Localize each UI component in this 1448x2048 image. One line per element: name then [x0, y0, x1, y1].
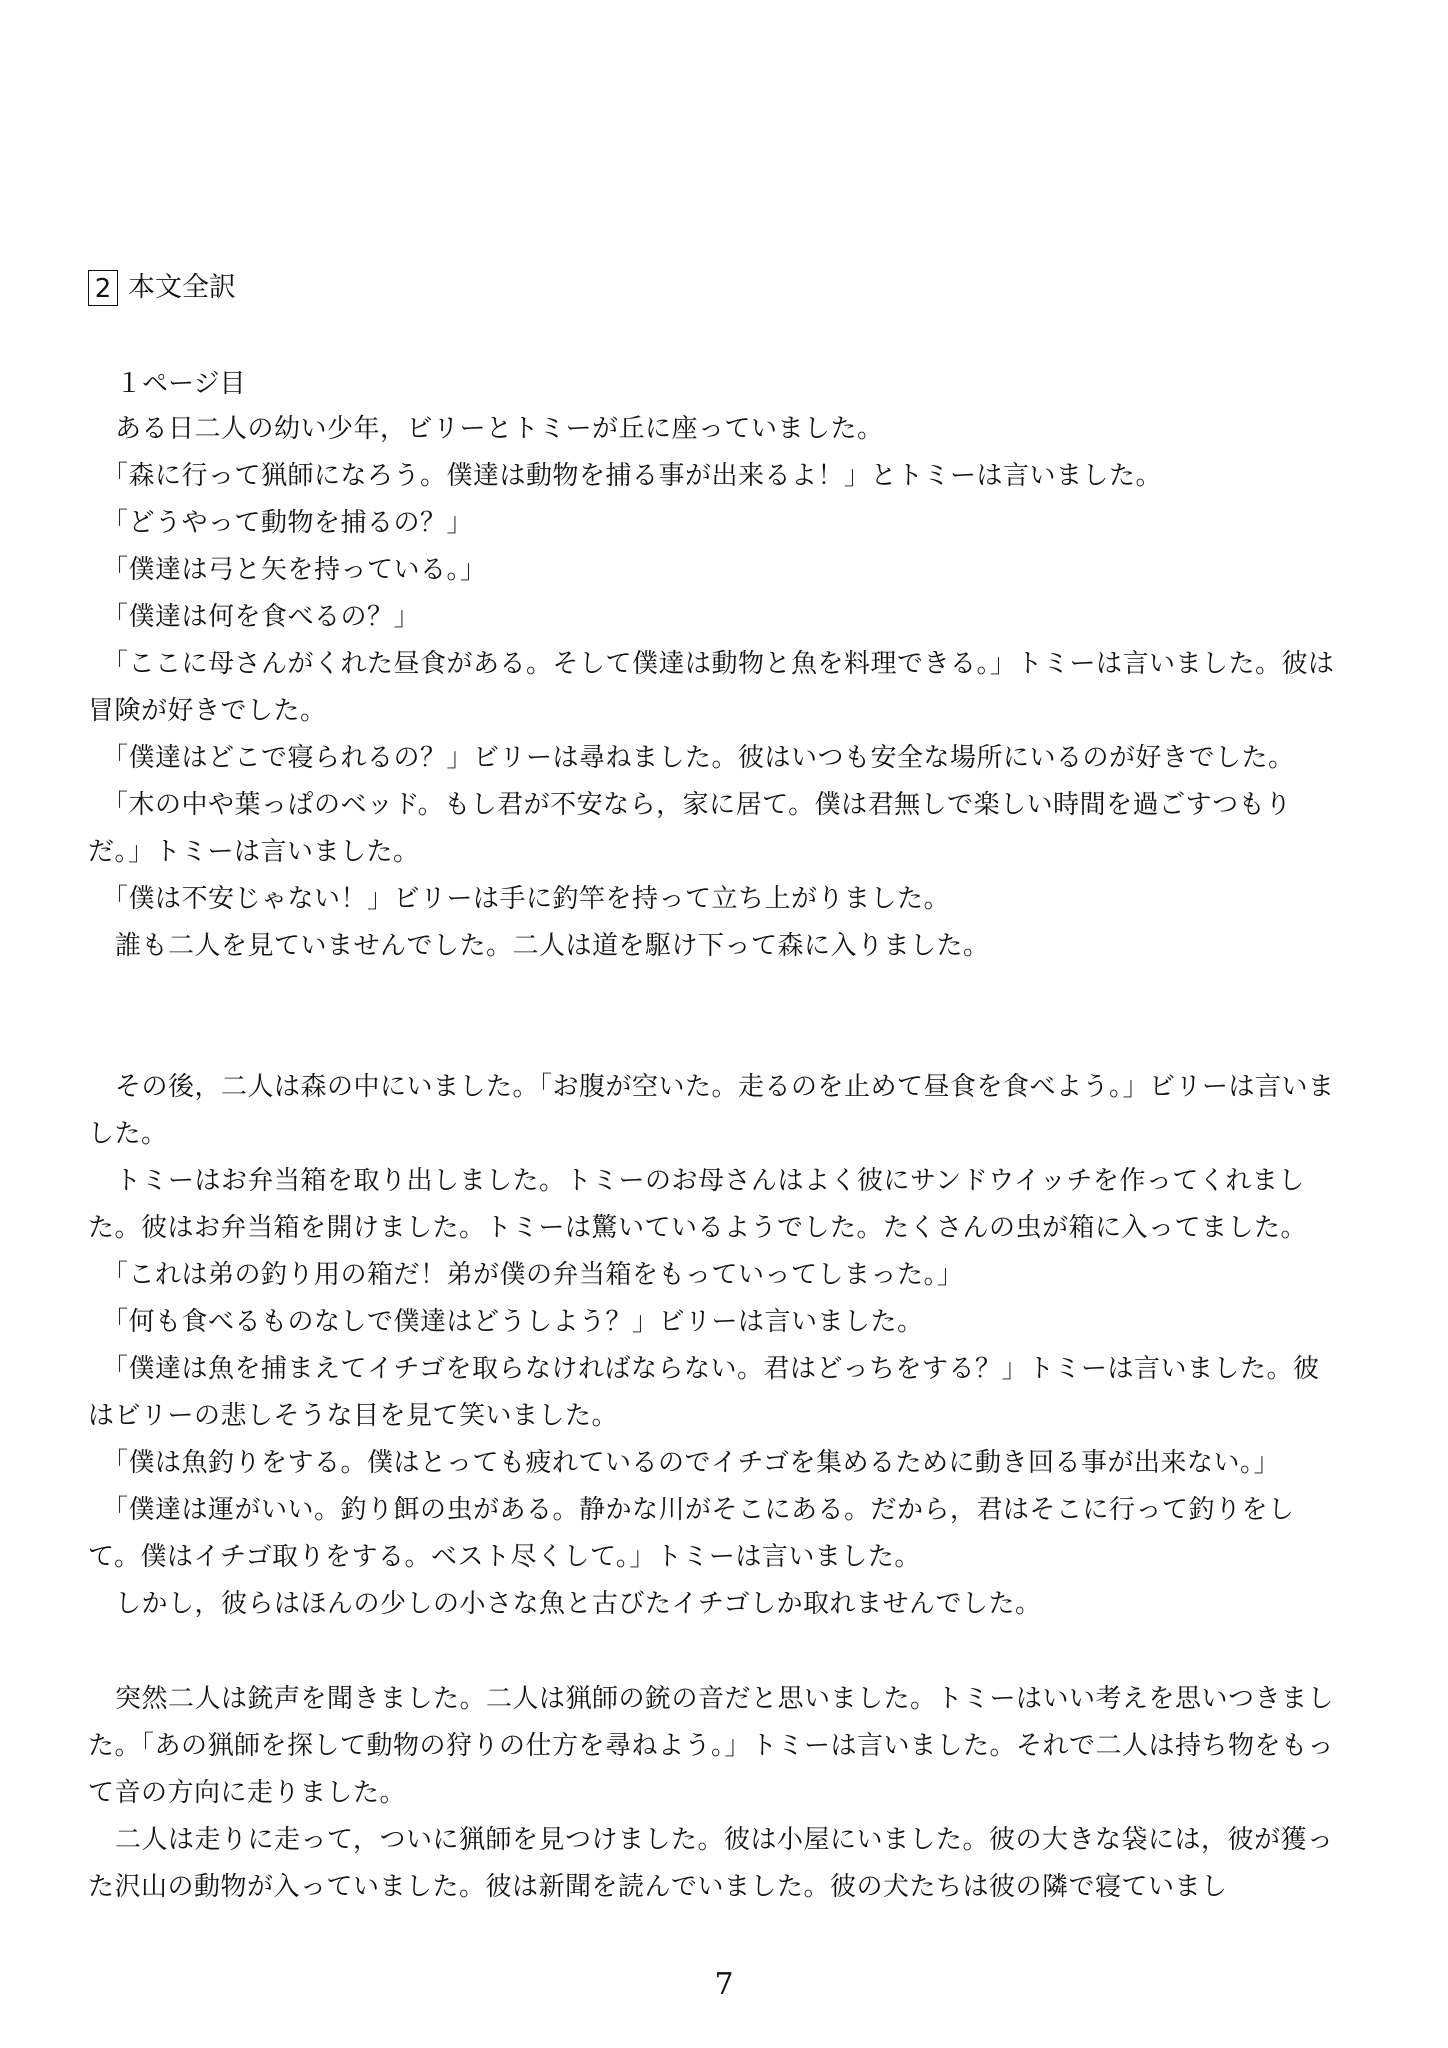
paragraph: 「何も食べるものなしで僕達はどうしよう？」ビリーは言いました。: [102, 1307, 924, 1337]
paragraph: その後，二人は森の中にいました。「お腹が空いた。走るのを止めて昼食を食べよう。」ビリーは言いました。: [88, 1072, 1335, 1149]
paragraph: 突然二人は銃声を聞きました。二人は猟師の銃の音だと思いました。トミーはいい考えを思いつきました。「あの猟師を探して動物の狩りの仕方を尋ねよう。」トミーは言いました。それで二人は持ち物をもって音の方向に走りました。: [88, 1684, 1335, 1808]
paragraph: しかし，彼らはほんの少しの小さな魚と古びたイチゴしか取れませんでした。: [115, 1589, 1042, 1619]
paragraph: 「僕達は魚を捕まえてイチゴを取らなければならない。君はどっちをする？」トミーは言いました。彼はビリーの悲しそうな目を見て笑いました。: [88, 1354, 1320, 1431]
section-number-box: 2: [88, 270, 118, 306]
paragraph: 「木の中や葉っぱのベッド。もし君が不安なら，家に居て。僕は君無しで楽しい時間を過ごすつもりだ。」トミーは言いました。: [88, 790, 1292, 867]
paragraph: ある日二人の幼い少年，ビリーとトミーが丘に座っていました。: [115, 414, 884, 444]
paragraph: トミーはお弁当箱を取り出しました。トミーのお母さんはよく彼にサンドウイッチを作ってくれました。彼はお弁当箱を開けました。トミーは驚いているようでした。たくさんの虫が箱に入ってました。: [88, 1166, 1308, 1243]
paragraph: 「僕達は弓と矢を持っている。」: [102, 555, 487, 585]
section-heading: [88, 268, 1338, 308]
paragraph: 「僕は魚釣りをする。僕はとっても疲れているのでイチゴを集めるために動き回る事が出来ない。」: [102, 1448, 1280, 1478]
page-label: １ページ目: [116, 369, 246, 399]
paragraph: 「ここに母さんがくれた昼食がある。そして僕達は動物と魚を料理できる。」トミーは言いました。彼は冒険が好きでした。: [88, 649, 1335, 726]
section-title: 本文全訳: [128, 272, 236, 303]
paragraph: 誰も二人を見ていませんでした。二人は道を駆け下って森に入りました。: [115, 931, 990, 961]
paragraph: 「僕達は運がいい。釣り餌の虫がある。静かな川がそこにある。だから，君はそこに行って釣りをして。僕はイチゴ取りをする。ベスト尽くして。」トミーは言いました。: [88, 1495, 1295, 1572]
paragraph: 「これは弟の釣り用の箱だ！弟が僕の弁当箱をもっていってしまった。」: [102, 1260, 964, 1290]
page-number: 7: [714, 1967, 734, 2002]
paragraph-block-2: [88, 1064, 1338, 1628]
paragraph: 「僕達は何を食べるの？」: [102, 602, 421, 632]
paragraph: 「森に行って猟師になろう。僕達は動物を捕る事が出来るよ！」とトミーは言いました。: [102, 461, 1163, 491]
paragraph: 「僕は不安じゃない！」ビリーは手に釣竿を持って立ち上がりました。: [102, 884, 951, 914]
paragraph-block-3: [88, 1676, 1338, 1911]
paragraph: 「どうやって動物を捕るの？」: [102, 508, 474, 538]
paragraph: 「僕達はどこで寝られるの？」ビリーは尋ねました。彼はいつも安全な場所にいるのが好きでした。: [102, 743, 1295, 773]
paragraph: 二人は走りに走って，ついに猟師を見つけました。彼は小屋にいました。彼の大きな袋には，彼が獲った沢山の動物が入っていました。彼は新聞を読んでいました。彼の犬たちは彼の隣で寝ていまし: [88, 1825, 1334, 1902]
paragraph-block-1: [88, 406, 1338, 970]
document-page: [88, 268, 1338, 1911]
